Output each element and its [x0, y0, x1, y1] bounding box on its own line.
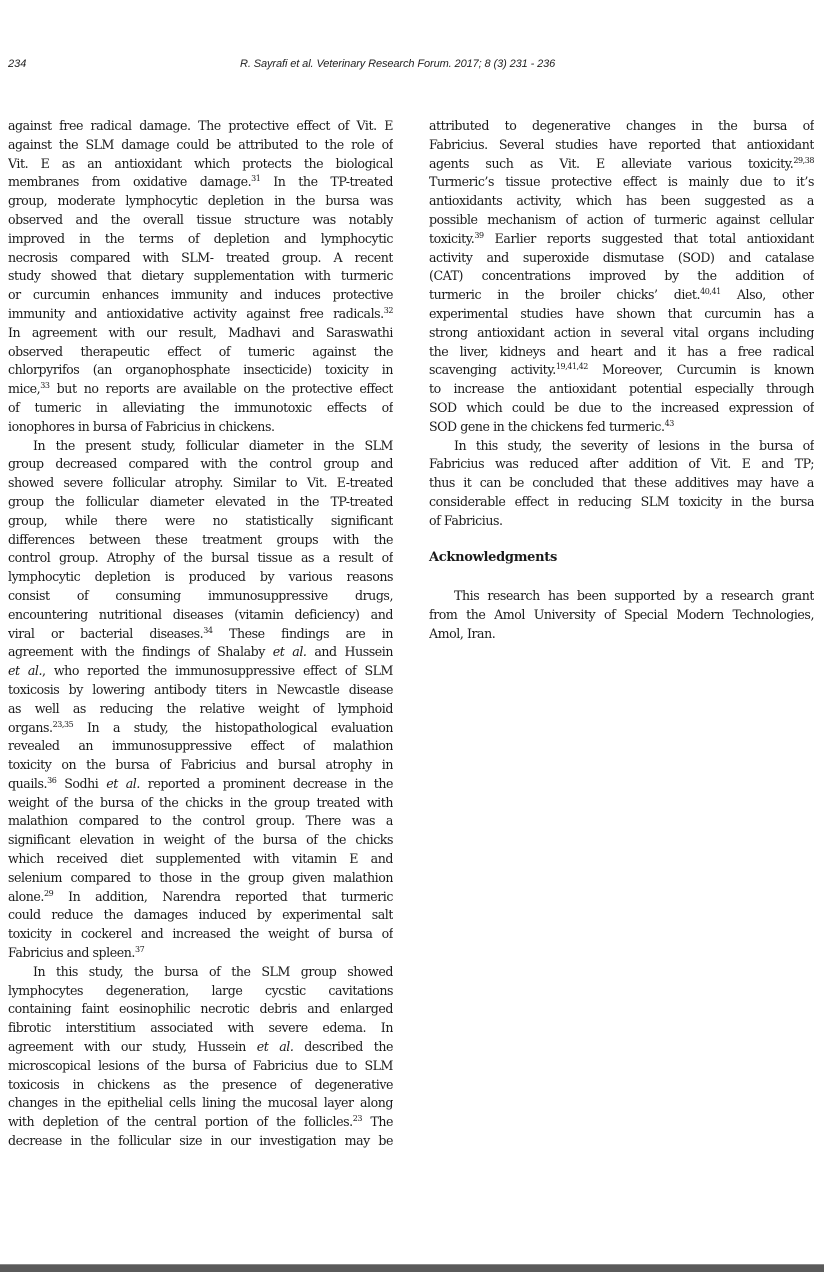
text-line: Turmeric’s tissue protective effect is mainly due to it’s: [429, 174, 814, 190]
text-line: encountering nutritional diseases (vitamin deficiency) and: [8, 606, 393, 622]
text-line: study showed that dietary supplementation with turmeric: [8, 268, 393, 284]
text-line: malathion compared to the control group. There was a: [8, 813, 393, 829]
spacer: [429, 568, 814, 587]
text-line: with depletion of the central portion of the follicles.$^{23}$ The: [8, 1114, 393, 1130]
text-line: weight of the bursa of the chicks in the group treated with: [8, 794, 393, 810]
text-line: activity and superoxide dismutase (SOD) and catalase: [429, 249, 814, 265]
text-line: et al., who reported the immunosuppressive effect of SLM: [8, 663, 393, 679]
text-line: SOD which could be due to the increased expression of: [429, 399, 814, 415]
text-line: turmeric in the broiler chicks’ diet.$^{40,41}$ Also, other: [429, 287, 814, 303]
text-line: changes in the epithelial cells lining the mucosal layer along: [8, 1095, 393, 1111]
text-line: which received diet supplemented with vitamin E and: [8, 851, 393, 867]
text-line: attributed to degenerative changes in the bursa of: [429, 118, 814, 133]
text-line: the liver, kidneys and heart and it has a free radical: [429, 343, 814, 359]
text-line: antioxidants activity, which has been suggested as a: [429, 193, 814, 209]
text-line: SOD gene in the chickens fed turmeric.$^{43}$: [429, 418, 674, 434]
right-column: [429, 117, 814, 643]
text-line: In this study, the bursa of the SLM group showed: [33, 963, 393, 979]
text-line: as well as reducing the relative weight of lymphoid: [8, 700, 393, 716]
text-line: (CAT) concentrations improved by the addition of: [429, 268, 814, 284]
text-line: group the follicular diameter elevated in the TP-treated: [8, 493, 393, 509]
text-line: Fabricius and spleen.$^{37}$: [8, 945, 145, 961]
text-line: toxicity.$^{39}$ Earlier reports suggested that total antioxidant: [429, 230, 814, 246]
text-line: Fabricius was reduced after addition of Vit. E and TP;: [429, 456, 814, 472]
text-line: toxicosis in chickens as the presence of degenerative: [8, 1076, 393, 1092]
text-line: considerable effect in reducing SLM toxicity in the bursa: [429, 493, 814, 509]
left-column: [8, 117, 393, 1151]
journal-citation: R. Sayrafi et al. Veterinary Research Forum. 2017; 8 (3) 231 - 236: [240, 58, 556, 70]
text-line: In this study, the severity of lesions in the bursa of: [454, 437, 814, 453]
text-line: group, while there were no statistically significant: [8, 512, 393, 528]
text-line: group decreased compared with the control group and: [8, 456, 393, 472]
text-line: against the SLM damage could be attributed to the role of: [8, 136, 393, 152]
text-line: improved in the terms of depletion and lymphocytic: [8, 230, 393, 246]
text-line: In the present study, follicular diameter in the SLM: [33, 437, 393, 453]
acknowledgments-text: [429, 587, 814, 643]
text-line: containing faint eosinophilic necrotic debris and enlarged: [8, 1001, 393, 1017]
text-line: revealed an immunosuppressive effect of malathion: [8, 738, 393, 754]
text-line: strong antioxidant action in several vital organs including: [429, 324, 814, 340]
text-line: consist of consuming immunosuppressive drugs,: [8, 587, 393, 603]
text-line: agreement with the findings of Shalaby et al. and Hussein: [8, 644, 393, 660]
text-line: could reduce the damages induced by experimental salt: [8, 907, 393, 923]
discussion-text: [429, 117, 814, 531]
text-line: lymphocytic depletion is produced by various reasons: [8, 569, 393, 585]
text-line: agents such as Vit. E alleviate various toxicity.$^{29,38}$: [429, 155, 814, 171]
text-line: Amol, Iran.: [429, 625, 496, 641]
text-line: agreement with our study, Hussein et al. described the: [8, 1039, 393, 1055]
text-line: selenium compared to those in the group given malathion: [8, 869, 393, 885]
text-line: from the Amol University of Special Modern Technologies,: [429, 606, 814, 622]
text-line: scavenging activity.$^{19,41,42}$ Moreover, Curcumin is known: [429, 362, 814, 378]
text-line: possible mechanism of action of turmeric against cellular: [429, 211, 814, 227]
text-line: organs.$^{23,35}$ In a study, the histopathological evaluation: [8, 719, 393, 735]
viewer-bottom-bar: [0, 1264, 824, 1272]
text-line: fibrotic interstitium associated with severe edema. In: [8, 1020, 393, 1036]
text-line: alone.$^{29}$ In addition, Narendra reported that turmeric: [8, 888, 393, 904]
text-line: control group. Atrophy of the bursal tissue as a result of: [8, 550, 393, 566]
text-line: observed and the overall tissue structure was notably: [8, 211, 393, 227]
text-line: chlorpyrifos (an organophosphate insecticide) toxicity in: [8, 362, 393, 378]
text-line: significant elevation in weight of the bursa of the chicks: [8, 832, 393, 848]
acknowledgments-heading: Acknowledgments: [429, 550, 558, 566]
text-line: decrease in the follicular size in our investigation may be: [8, 1133, 393, 1149]
text-line: necrosis compared with SLM- treated group. A recent: [8, 249, 393, 265]
text-line: immunity and antioxidative activity against free radicals.$^{32}$: [8, 305, 393, 321]
text-line: lymphocytes degeneration, large cycstic cavitations: [8, 982, 393, 998]
text-line: Vit. E as an antioxidant which protects the biological: [8, 155, 393, 171]
text-line: observed therapeutic effect of tumeric against the: [8, 343, 393, 359]
running-header: [0, 58, 824, 74]
spacer: [429, 531, 814, 550]
text-line: Fabricius. Several studies have reported that antioxidant: [429, 136, 814, 152]
text-line: to increase the antioxidant potential especially through: [429, 381, 814, 397]
page-number: 234: [8, 58, 27, 70]
text-line: mice,$^{33}$ but no reports are available on the protective effect: [8, 381, 393, 397]
text-line: differences between these treatment groups with the: [8, 531, 393, 547]
text-line: against free radical damage. The protective effect of Vit. E: [8, 118, 393, 133]
text-line: of Fabricius.: [429, 512, 503, 528]
text-line: group, moderate lymphocytic depletion in the bursa was: [8, 193, 393, 209]
text-line: toxicosis by lowering antibody titers in Newcastle disease: [8, 681, 393, 697]
text-line: or curcumin enhances immunity and induces protective: [8, 287, 393, 303]
text-line: quails.$^{36}$ Sodhi et al. reported a prominent decrease in the: [8, 775, 393, 791]
text-line: This research has been supported by a research grant: [454, 587, 814, 603]
text-line: thus it can be concluded that these additives may have a: [429, 475, 814, 491]
text-line: showed severe follicular atrophy. Similar to Vit. E-treated: [8, 475, 393, 491]
text-line: microscopical lesions of the bursa of Fabricius due to SLM: [8, 1057, 393, 1073]
text-line: toxicity in cockerel and increased the weight of bursa of: [8, 926, 393, 942]
text-line: membranes from oxidative damage.$^{31}$ In the TP-treated: [8, 174, 393, 190]
text-line: ionophores in bursa of Fabricius in chickens.: [8, 418, 275, 434]
text-line: of tumeric in alleviating the immunotoxic effects of: [8, 399, 393, 415]
text-line: In agreement with our result, Madhavi and Saraswathi: [8, 324, 393, 340]
text-line: viral or bacterial diseases.$^{34}$ These findings are in: [8, 625, 393, 641]
text-line: toxicity on the bursa of Fabricius and bursal atrophy in: [8, 757, 393, 773]
text-line: experimental studies have shown that curcumin has a: [429, 305, 814, 321]
